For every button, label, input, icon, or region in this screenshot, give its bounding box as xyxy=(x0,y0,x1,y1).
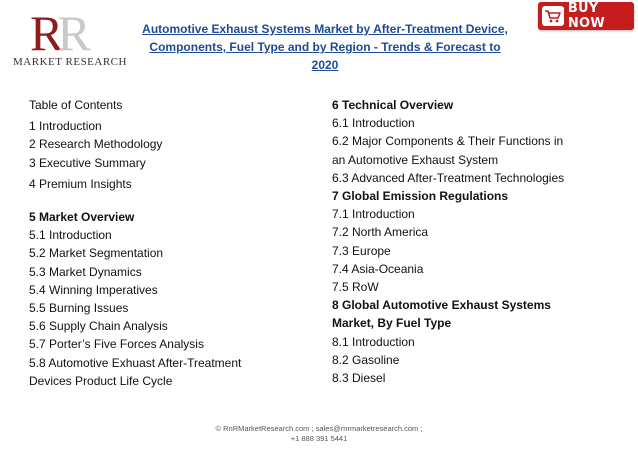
company-logo xyxy=(8,6,132,68)
toc-item: 5.7 Porter’s Five Forces Analysis xyxy=(29,337,204,352)
toc-item: 6.2 Major Components & Their Functions in xyxy=(332,134,564,149)
toc-item: 3 Executive Summary xyxy=(29,155,146,170)
logo-brand-text: MARKET RESEARCH xyxy=(13,56,127,68)
toc-item: 8.2 Gasoline xyxy=(332,352,400,367)
toc-section-heading: 5 Market Overview xyxy=(29,210,135,225)
shopping-cart-icon xyxy=(542,6,564,26)
logo-mark: RR xyxy=(30,5,85,61)
toc-item: 5.8 Automotive Exhuast After-Treatment xyxy=(29,355,242,370)
footer-phone: +1 888 391 5441 xyxy=(290,434,348,443)
toc-item: 2 Research Methodology xyxy=(29,137,163,152)
toc-item: 8.1 Introduction xyxy=(332,334,415,349)
toc-item: 7.5 RoW xyxy=(332,280,379,295)
toc-item: 7.2 North America xyxy=(332,225,429,240)
toc-item: 4 Premium Insights xyxy=(29,176,132,191)
toc-item: 7.4 Asia-Oceania xyxy=(332,261,424,276)
buy-now-label: BUY NOW xyxy=(567,1,605,31)
toc-left-column xyxy=(29,96,319,390)
report-title[interactable]: Automotive Exhaust Systems Market by After-Treatment Device, Components, Fuel Type and by Region - Trends & Forecast to 2020 xyxy=(142,22,508,72)
page-footer xyxy=(140,424,498,444)
footer-contact[interactable]: © RnRMarketResearch.com ; sales@rnrmarketresearch.com ; xyxy=(215,424,423,433)
toc-item: 8.3 Diesel xyxy=(332,371,386,386)
toc-item: 6.3 Advanced After-Treatment Technologies xyxy=(332,170,565,185)
toc-item: 5.4 Winning Imperatives xyxy=(29,282,158,297)
toc-heading: Table of Contents xyxy=(29,98,123,112)
toc-section-heading: Market, By Fuel Type xyxy=(332,316,452,331)
toc-section-heading: 7 Global Emission Regulations xyxy=(332,189,509,204)
toc-item: 1 Introduction xyxy=(29,119,102,134)
toc-item: 5.3 Market Dynamics xyxy=(29,264,142,279)
toc-item: 6.1 Introduction xyxy=(332,116,415,131)
toc-item: 5.1 Introduction xyxy=(29,228,112,243)
toc-item: 7.1 Introduction xyxy=(332,207,415,222)
toc-section-heading: 8 Global Automotive Exhaust Systems xyxy=(332,298,551,313)
toc-item: 5.6 Supply Chain Analysis xyxy=(29,319,168,334)
toc-item: 5.5 Burning Issues xyxy=(29,301,129,316)
toc-item: 5.2 Market Segmentation xyxy=(29,246,164,261)
toc-item: 7.3 Europe xyxy=(332,243,391,258)
toc-item: Devices Product Life Cycle xyxy=(29,373,173,388)
toc-right-column xyxy=(332,96,632,387)
toc-item: an Automotive Exhaust System xyxy=(332,152,499,167)
buy-now-button[interactable] xyxy=(538,2,634,30)
toc-section-heading: 6 Technical Overview xyxy=(332,98,454,112)
